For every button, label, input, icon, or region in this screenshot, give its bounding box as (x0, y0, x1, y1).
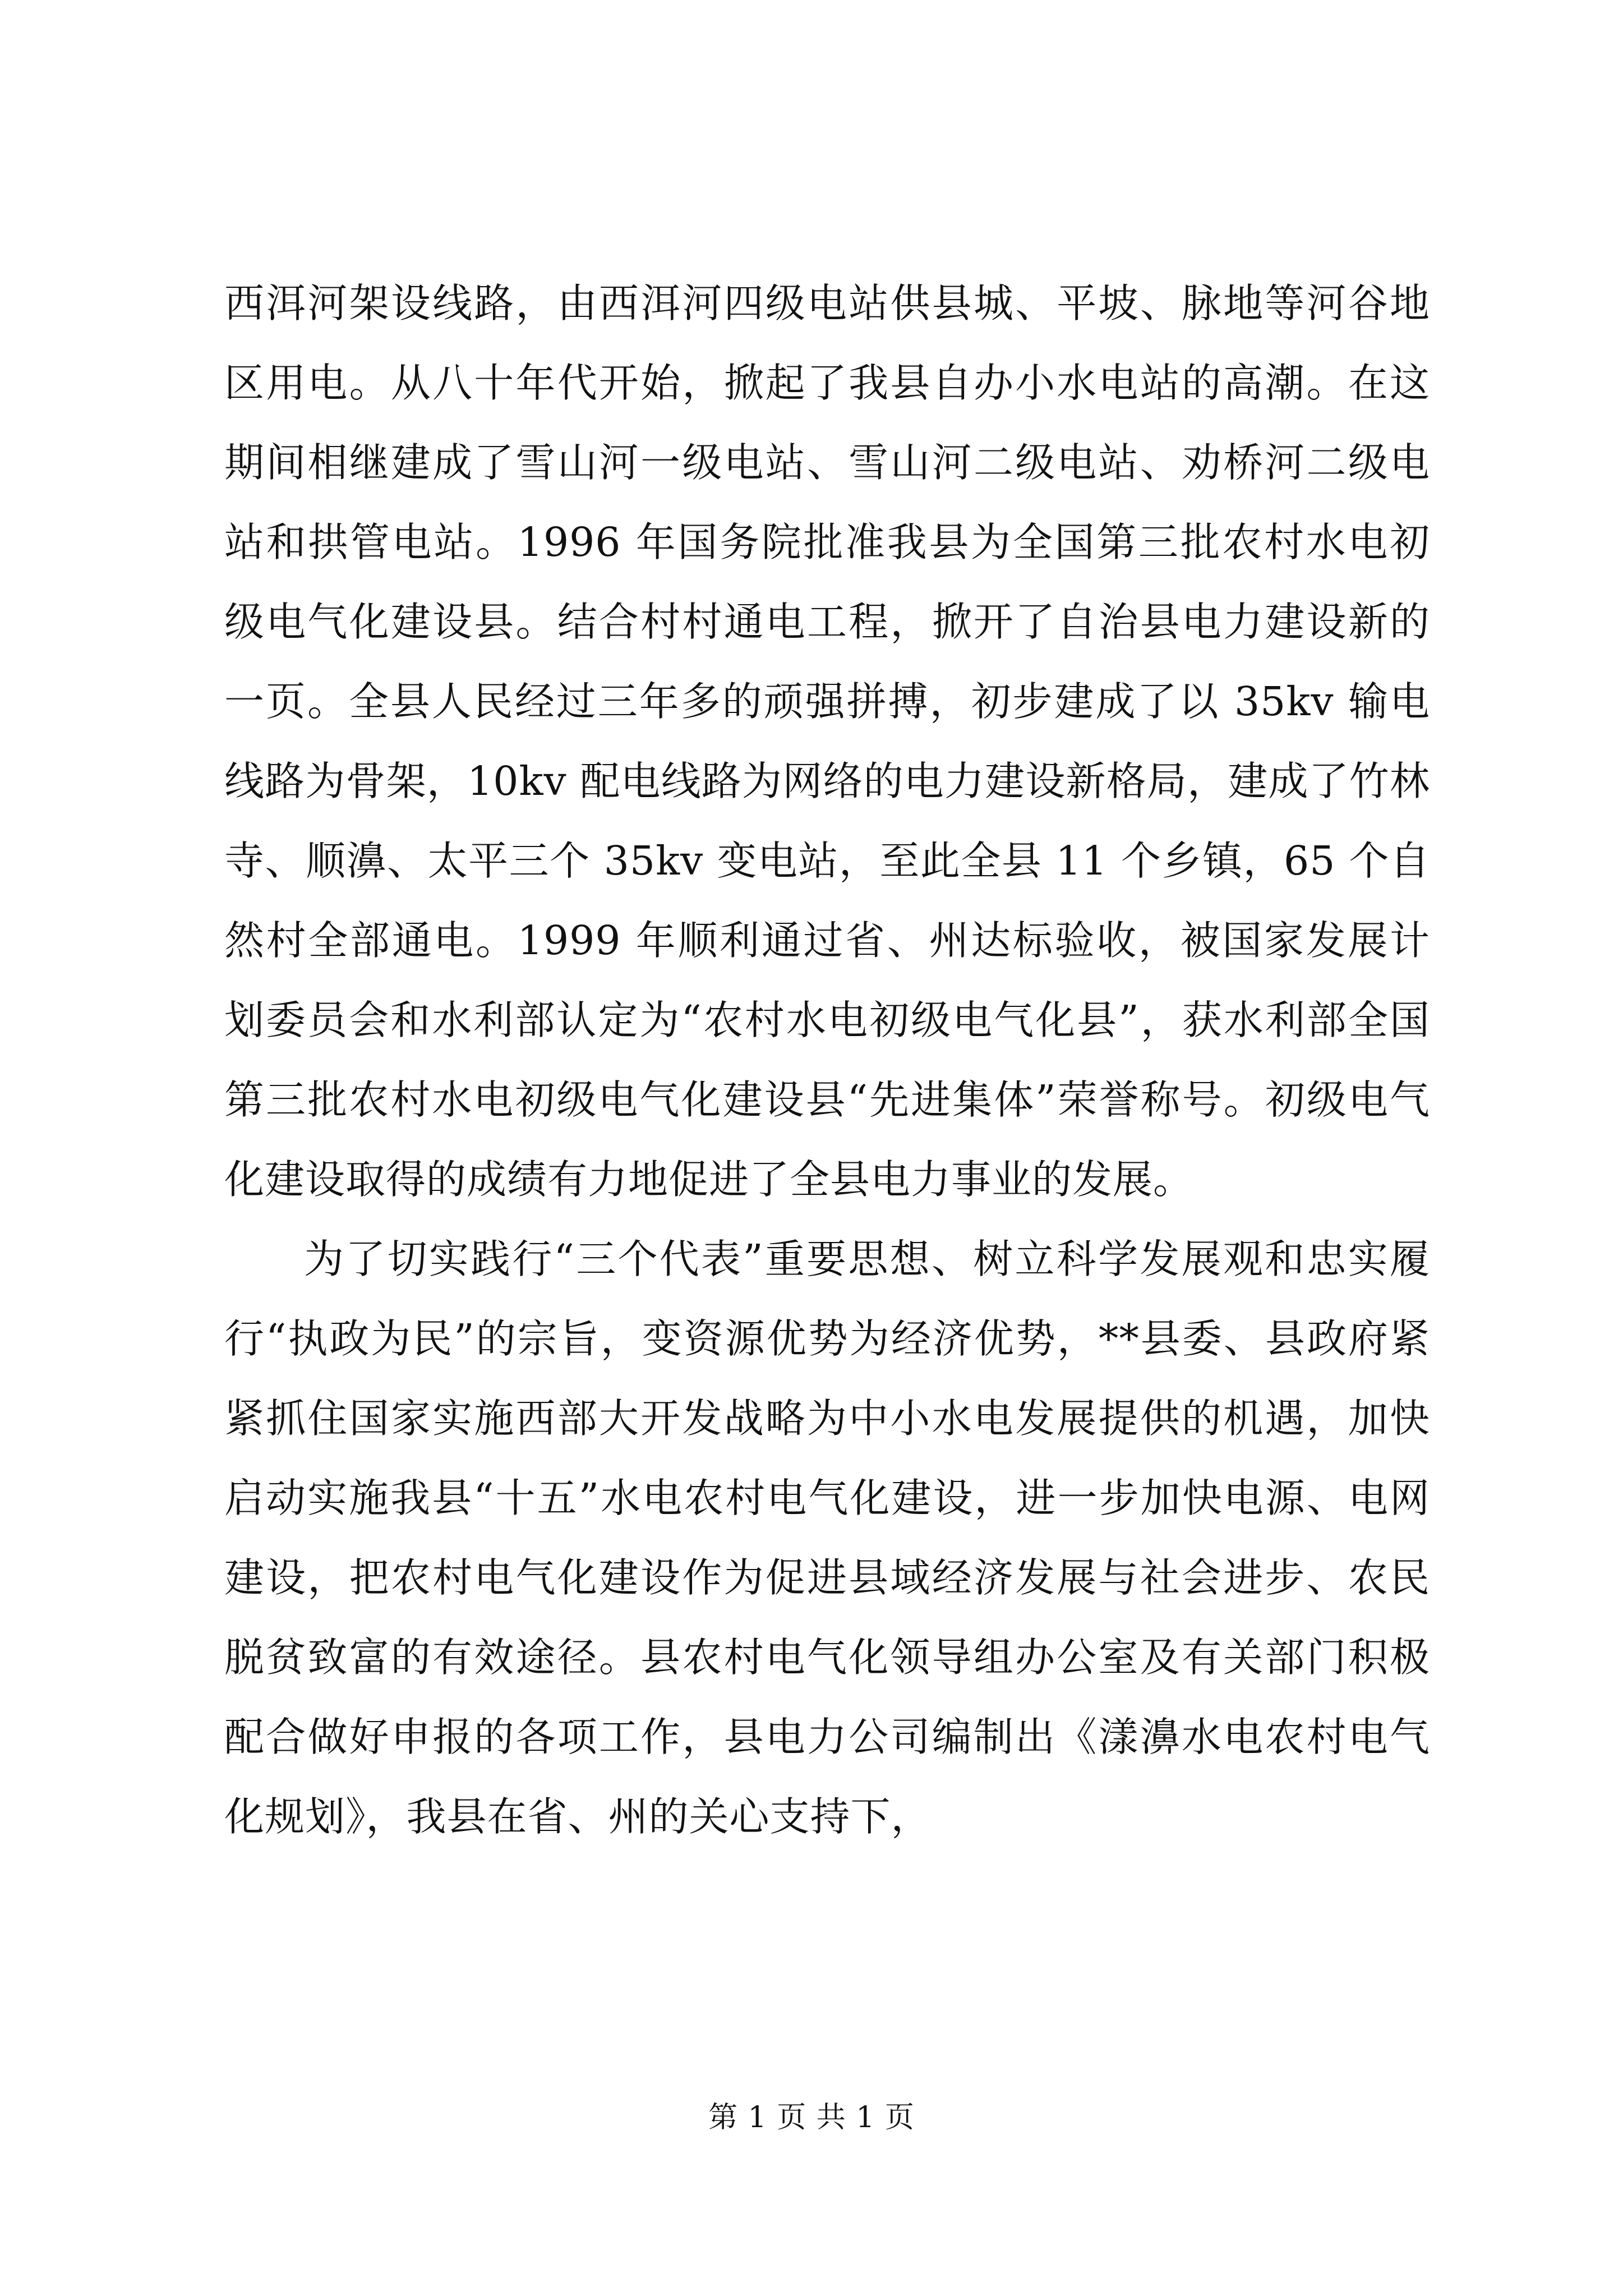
page-footer: 第 1 页 共 1 页 (708, 2101, 915, 2134)
paragraph-2: 为了切实践行“三个代表”重要思想、树立科学发展观和忠实履行“执政为民”的宗旨，变资源优势为经济优势，**县委、县政府紧紧抓住国家实施西部大开发战略为中小水电发展提供的机遇，加快启动实施我县“十五”水电农村电气化建设，进一步加快电源、电网建设，把农村电气化建设作为促进县域经济发展与社会进步、农民脱贫致富的有效途径。县农村电气化领导组办公室及有关部门积极配合做好申报的各项工作，县电力公司编制出《漾濞水电农村电气化规划》，我县在省、州的关心支持下， (224, 1236, 1430, 1840)
document-body (224, 264, 1430, 1857)
paragraph-1: 西洱河架设线路，由西洱河四级电站供县城、平坡、脉地等河谷地区用电。从八十年代开始，掀起了我县自办小水电站的高潮。在这期间相继建成了雪山河一级电站、雪山河二级电站、劝桥河二级电站和拱管电站。1996 年国务院批准我县为全国第三批农村水电初级电气化建设县。结合村村通电工程，掀开了自治县电力建设新的一页。全县人民经过三年多的顽强拼搏，初步建成了以 35kv 输电线路为骨架，10kv 配电线路为网络的电力建设新格局，建成了竹林寺、顺濞、太平三个 35kv 变电站，至此全县 11 个乡镇，65 个自然村全部通电。1999 年顺利通过省、州达标验收，被国家发展计划委员会和水利部认定为“农村水电初级电气化县”，获水利部全国第三批农村水电初级电气化建设县“先进集体”荣誉称号。初级电气化建设取得的成绩有力地促进了全县电力事业的发展。 (224, 280, 1430, 1203)
